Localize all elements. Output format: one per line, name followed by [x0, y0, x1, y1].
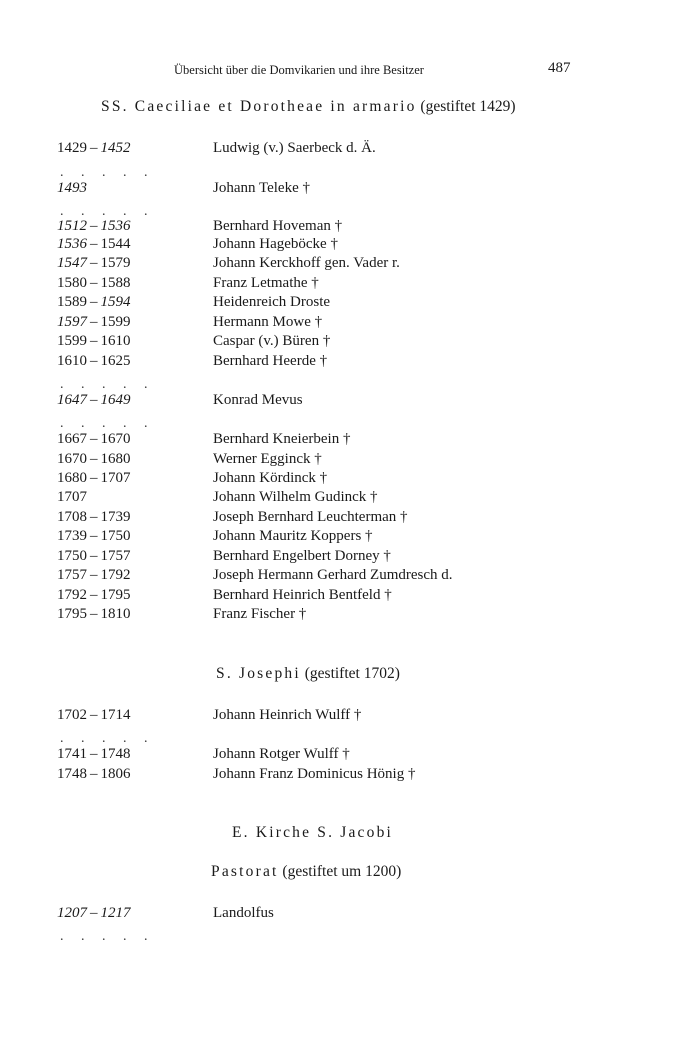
tenure-years [57, 180, 87, 197]
omission-ellipsis: . . . . . [60, 929, 155, 944]
tenure-years [57, 470, 131, 487]
tenure-dash: – [87, 392, 101, 408]
vicar-name: Johann Kerckhoff gen. Vader r. [213, 255, 400, 271]
tenure-end: 1594 [100, 294, 131, 310]
vicar-name: Johann Kördinck † [213, 470, 328, 486]
tenure-dash: – [87, 470, 101, 486]
vicar-name: Hermann Mowe † [213, 314, 323, 330]
vicar-name: Johann Heinrich Wulff † [213, 707, 362, 723]
tenure-dash: – [87, 528, 101, 544]
section-heading-jacobi: E. Kirche S. Jacobi [232, 824, 394, 841]
tenure-start: 1757 [57, 567, 87, 583]
tenure-dash: – [87, 314, 101, 330]
tenure-dash: – [87, 451, 101, 467]
tenure-start: 1667 [57, 431, 87, 447]
tenure-end: 1670 [100, 431, 131, 447]
vicar-name: Bernhard Hoveman † [213, 218, 343, 234]
vicar-name: Werner Egginck † [213, 451, 322, 467]
vicar-name: Bernhard Engelbert Dorney † [213, 548, 391, 564]
tenure-start: 1702 [57, 707, 87, 723]
tenure-years [57, 509, 131, 526]
subsection-title: Pastorat [211, 863, 279, 880]
tenure-end: 1544 [100, 236, 131, 252]
tenure-years [57, 548, 131, 565]
omission-ellipsis: . . . . . [60, 416, 155, 431]
vicar-name: Johann Franz Dominicus Hönig † [213, 766, 416, 782]
tenure-years [57, 236, 131, 253]
tenure-years [57, 451, 131, 468]
tenure-start: 1610 [57, 353, 87, 369]
vicar-name: Johann Teleke † [213, 180, 310, 196]
tenure-start: 1647 [57, 392, 87, 408]
tenure-end: 1610 [100, 333, 131, 349]
tenure-years [57, 314, 131, 331]
running-header: Übersicht über die Domvikarien und ihre Besitzer [174, 63, 424, 77]
tenure-start: 1795 [57, 606, 87, 622]
tenure-end: 1750 [100, 528, 131, 544]
omission-ellipsis: . . . . . [60, 377, 155, 392]
omission-ellipsis: . . . . . [60, 731, 155, 746]
tenure-years [57, 431, 131, 448]
tenure-dash: – [87, 548, 101, 564]
tenure-end: 1739 [100, 509, 131, 525]
vicar-name: Franz Fischer † [213, 606, 307, 622]
tenure-end: 1452 [100, 140, 131, 156]
tenure-end: 1536 [100, 218, 131, 234]
tenure-start: 1792 [57, 587, 87, 603]
vicar-name: Caspar (v.) Büren † [213, 333, 331, 349]
tenure-end: 1707 [100, 470, 131, 486]
tenure-end: 1599 [100, 314, 131, 330]
omission-ellipsis: . . . . . [60, 204, 155, 219]
tenure-end: 1792 [100, 567, 131, 583]
tenure-end: 1748 [100, 746, 131, 762]
tenure-end: 1625 [100, 353, 131, 369]
tenure-start: 1670 [57, 451, 87, 467]
vicar-name: Konrad Mevus [213, 392, 303, 408]
tenure-dash: – [87, 567, 101, 583]
tenure-end: 1579 [100, 255, 131, 271]
tenure-start: 1597 [57, 314, 87, 330]
tenure-start: 1750 [57, 548, 87, 564]
vicar-name: Bernhard Heinrich Bentfeld † [213, 587, 392, 603]
tenure-dash: – [87, 353, 101, 369]
tenure-end: 1795 [100, 587, 131, 603]
section-heading-title: S. Josephi [216, 665, 301, 682]
vicar-name: Ludwig (v.) Saerbeck d. Ä. [213, 140, 376, 156]
tenure-start: 1580 [57, 275, 87, 291]
section-heading-josephi [216, 665, 400, 683]
tenure-start: 1748 [57, 766, 87, 782]
vicar-name: Joseph Bernhard Leuchterman † [213, 509, 408, 525]
vicar-name: Johann Wilhelm Gudinck † [213, 489, 378, 505]
tenure-years [57, 392, 131, 409]
tenure-dash: – [87, 333, 101, 349]
tenure-years [57, 333, 131, 350]
tenure-years [57, 353, 131, 370]
tenure-dash: – [87, 294, 101, 310]
tenure-years [57, 567, 131, 584]
vicar-name: Landolfus [213, 905, 274, 921]
tenure-years [57, 275, 131, 292]
tenure-years [57, 766, 131, 783]
tenure-years [57, 140, 131, 157]
tenure-years [57, 746, 131, 763]
tenure-years [57, 606, 131, 623]
tenure-start: 1707 [57, 489, 87, 505]
tenure-dash: – [87, 255, 101, 271]
section-heading-founded: (gestiftet 1702) [304, 665, 400, 682]
vicar-name: Heidenreich Droste [213, 294, 331, 310]
tenure-start: 1708 [57, 509, 87, 525]
tenure-dash: – [87, 509, 101, 525]
tenure-years [57, 294, 131, 311]
tenure-start: 1599 [57, 333, 87, 349]
tenure-end: 1588 [100, 275, 131, 291]
tenure-end: 1757 [100, 548, 131, 564]
tenure-end: 1217 [100, 905, 131, 921]
tenure-dash: – [87, 707, 101, 723]
tenure-dash: – [87, 905, 101, 921]
tenure-years [57, 218, 131, 235]
tenure-dash: – [87, 587, 101, 603]
section-heading-caeciliae [101, 98, 516, 116]
tenure-dash: – [87, 236, 101, 252]
tenure-dash: – [87, 275, 101, 291]
vicar-name: Franz Letmathe † [213, 275, 319, 291]
section-heading-founded: (gestiftet 1429) [420, 98, 516, 115]
subsection-founded: (gestiftet um 1200) [282, 863, 402, 880]
tenure-years [57, 528, 131, 545]
tenure-end: 1806 [100, 766, 131, 782]
tenure-dash: – [87, 140, 101, 156]
tenure-dash: – [87, 606, 101, 622]
tenure-start: 1741 [57, 746, 87, 762]
tenure-end: 1680 [100, 451, 131, 467]
tenure-years [57, 707, 131, 724]
tenure-start: 1680 [57, 470, 87, 486]
tenure-start: 1429 [57, 140, 87, 156]
tenure-start: 1512 [57, 218, 87, 234]
tenure-start: 1207 [57, 905, 87, 921]
tenure-start: 1547 [57, 255, 87, 271]
vicar-name: Bernhard Heerde † [213, 353, 328, 369]
tenure-years [57, 905, 131, 922]
tenure-years [57, 587, 131, 604]
tenure-dash: – [87, 218, 101, 234]
tenure-dash: – [87, 746, 101, 762]
tenure-dash: – [87, 431, 101, 447]
tenure-start: 1536 [57, 236, 87, 252]
tenure-end: 1810 [100, 606, 131, 622]
vicar-name: Joseph Hermann Gerhard Zumdresch d. [213, 567, 453, 583]
tenure-years [57, 255, 131, 272]
vicar-name: Johann Mauritz Koppers † [213, 528, 373, 544]
tenure-start: 1493 [57, 180, 87, 196]
vicar-name: Johann Hageböcke † [213, 236, 338, 252]
vicar-name: Bernhard Kneierbein † [213, 431, 351, 447]
tenure-years [57, 489, 87, 506]
tenure-start: 1739 [57, 528, 87, 544]
tenure-start: 1589 [57, 294, 87, 310]
section-heading-title: SS. Caeciliae et Dorotheae in armario [101, 98, 417, 115]
tenure-end: 1714 [100, 707, 131, 723]
tenure-end: 1649 [100, 392, 131, 408]
page-number: 487 [548, 60, 571, 76]
omission-ellipsis: . . . . . [60, 165, 155, 180]
subsection-heading-pastorat [211, 863, 401, 881]
vicar-name: Johann Rotger Wulff † [213, 746, 350, 762]
tenure-dash: – [87, 766, 101, 782]
